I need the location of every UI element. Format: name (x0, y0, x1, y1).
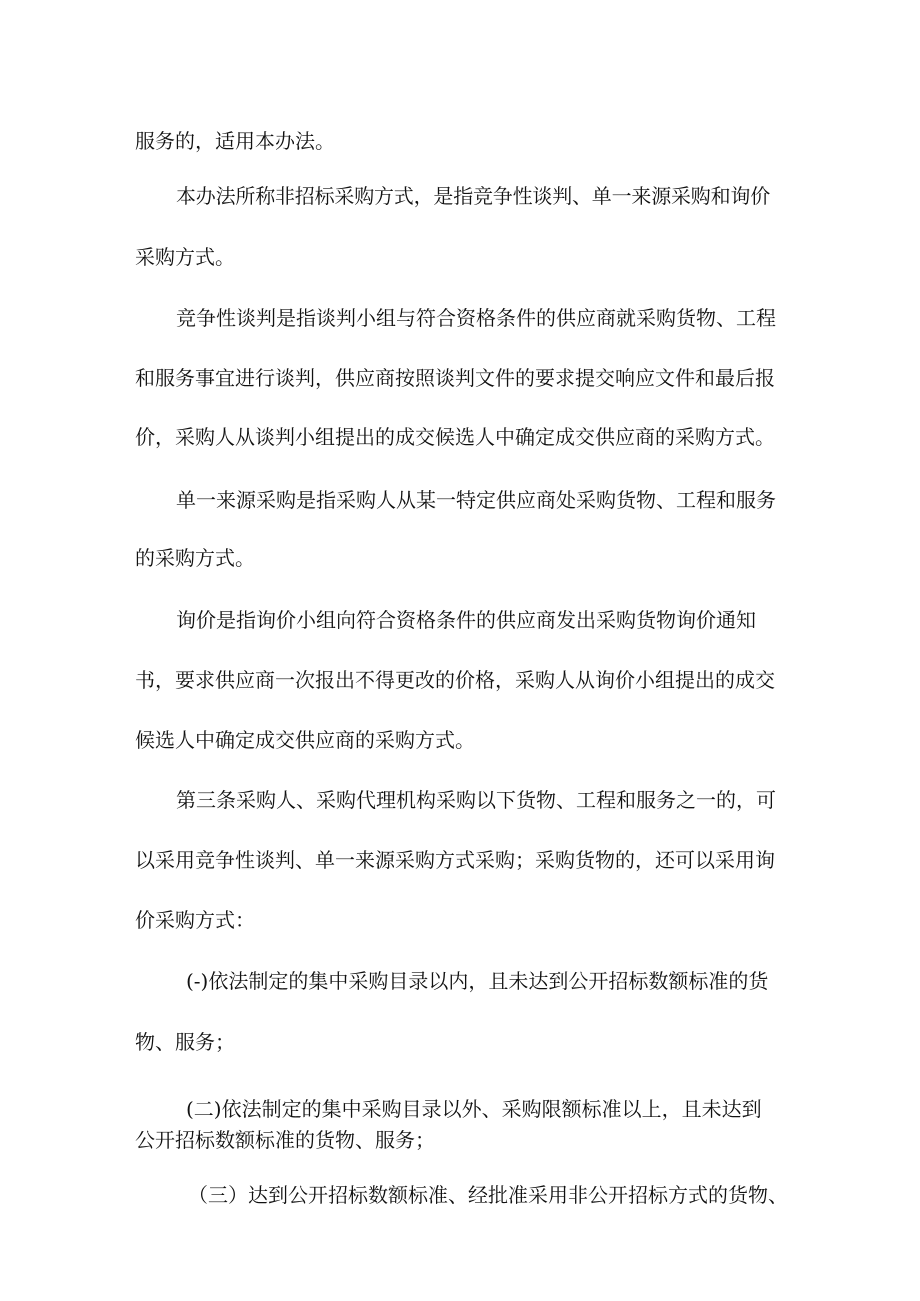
text-line: 的采购方式。 (135, 546, 255, 570)
text-line: 采购方式。 (135, 245, 235, 269)
text-line: 价，采购人从谈判小组提出的成交候选人中确定成交供应商的采购方式。 (135, 425, 775, 449)
text-line: 竞争性谈判是指谈判小组与符合资格条件的供应商就采购货物、工程 (176, 306, 776, 330)
text-line: 物、服务； (135, 1030, 235, 1054)
text-line: 单一来源采购是指采购人从某一特定供应商处采购货物、工程和服务 (176, 488, 776, 512)
text-line: 询价是指询价小组向符合资格条件的供应商发出采购货物询价通知 (176, 608, 756, 632)
text-line: 公开招标数额标准的货物、服务； (135, 1128, 435, 1152)
text-line: （三）达到公开招标数额标准、经批准采用非公开招标方式的货物、 (188, 1183, 788, 1207)
text-line: (二)依法制定的集中采购目录以外、采购限额标准以上，且未达到 (186, 1097, 762, 1121)
text-line: 第三条采购人、采购代理机构采购以下货物、工程和服务之一的，可 (176, 788, 776, 812)
text-line: (-)依法制定的集中采购目录以内，且未达到公开招标数额标准的货 (186, 969, 769, 993)
text-line: 本办法所称非招标采购方式，是指竞争性谈判、单一来源采购和询价 (176, 184, 770, 208)
text-line: 书，要求供应商一次报出不得更改的价格，采购人从询价小组提出的成交 (135, 668, 775, 692)
text-line: 价采购方式： (135, 908, 255, 932)
text-line: 以采用竞争性谈判、单一来源采购方式采购；采购货物的，还可以采用询 (135, 848, 775, 872)
text-line: 候选人中确定成交供应商的采购方式。 (135, 728, 475, 752)
text-line: 和服务事宜进行谈判，供应商按照谈判文件的要求提交响应文件和最后报 (135, 366, 775, 390)
text-line: 服务的，适用本办法。 (135, 129, 335, 153)
